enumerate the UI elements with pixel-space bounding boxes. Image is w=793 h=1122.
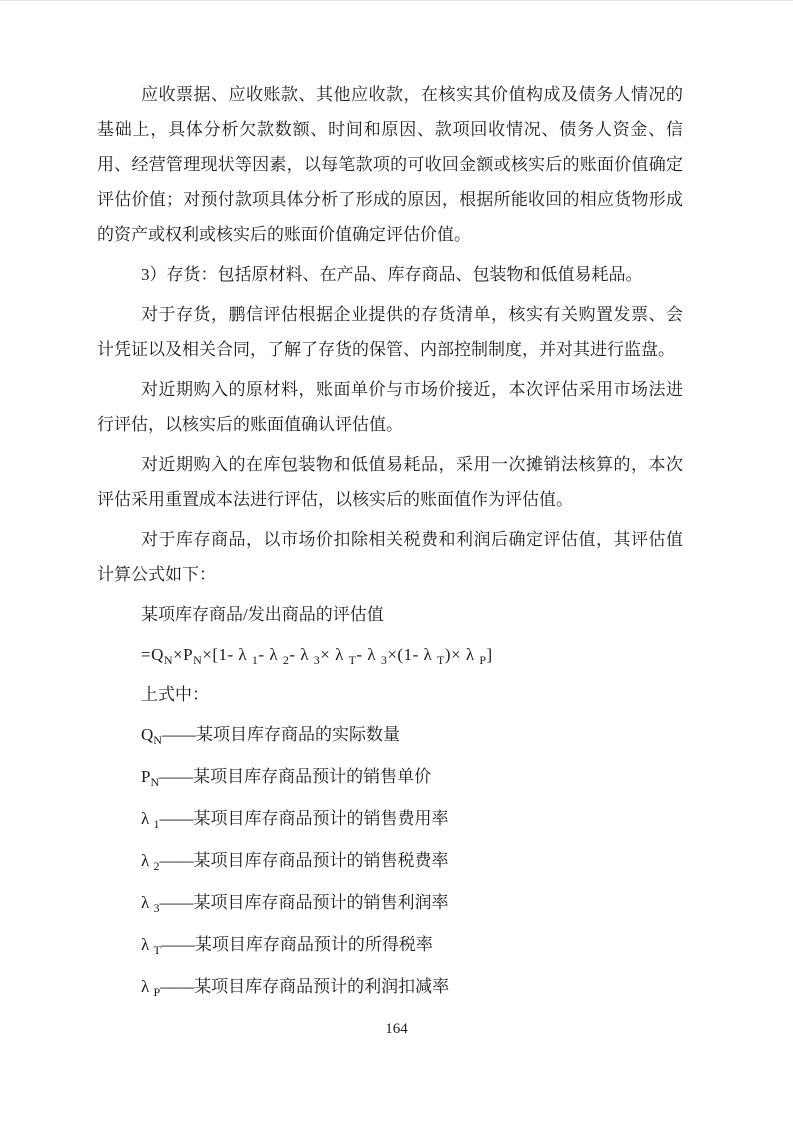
definition-lambda-1: λ $_1$——某项目库存商品预计的销售费用率 xyxy=(141,809,449,831)
formula-where-label: 上式中： xyxy=(141,685,209,704)
definition-qn: $Q_N——$某项目库存商品的实际数量 xyxy=(141,725,400,747)
definition-lambda-t: λ $_T$——某项目库存商品预计的所得税率 xyxy=(141,935,433,957)
paragraph-packaging-consumables: 对近期购入的在库包装物和低值易耗品，采用一次摊销法核算的，本次评估采用重置成本法进行评估，以核实后的账面值作为评估值。 xyxy=(97,455,683,509)
page-body-text xyxy=(97,77,683,1011)
definition-lambda-2: λ $_2$——某项目库存商品预计的销售税费率 xyxy=(141,851,449,873)
valuation-formula: $=Q_N\times P_N\times[1-$ λ $_1$- λ $_2$- λ $_3$× λ $_T$- λ $_3$×(1- λ $_T$)× λ $_P$] xyxy=(141,645,493,667)
paragraph-receivables: 应收票据、应收账款、其他应收款，在核实其价值构成及债务人情况的基础上，具体分析欠款数额、时间和原因、款项回收情况、债务人资金、信用、经营管理现状等因素，以每笔款项的可收回金额或核实后的账面价值确定评估价值；对预付款项具体分析了形成的原因，根据所能收回的相应货物形成的资产或权利或核实后的账面价值确定评估价值。 xyxy=(97,85,683,244)
definition-pn: $P_N——$某项目库存商品预计的销售单价 xyxy=(141,767,432,789)
paragraph-raw-materials: 对近期购入的原材料，账面单价与市场价接近，本次评估采用市场法进行评估，以核实后的账面值确认评估值。 xyxy=(97,380,683,434)
formula-intro-line: 某项库存商品/发出商品的评估值 xyxy=(141,605,384,624)
definition-lambda-3: λ $_3$——某项目库存商品预计的销售利润率 xyxy=(141,893,449,915)
definition-lambda-p: λ $_P$——某项目库存商品预计的利润扣减率 xyxy=(141,977,450,999)
paragraph-stock-goods-method: 对于库存商品，以市场价扣除相关税费和利润后确定评估值，其评估值计算公式如下： xyxy=(97,530,683,584)
paragraph-inventory-verification: 对于存货，鹏信评估根据企业提供的存货清单，核实有关购置发票、会计凭证以及相关合同，了解了存货的保管、内部控制制度，并对其进行监盘。 xyxy=(97,305,683,359)
page-number: 164 xyxy=(385,1021,408,1037)
paragraph-inventory-scope: 3）存货：包括原材料、在产品、库存商品、包装物和低值易耗品。 xyxy=(141,265,643,284)
